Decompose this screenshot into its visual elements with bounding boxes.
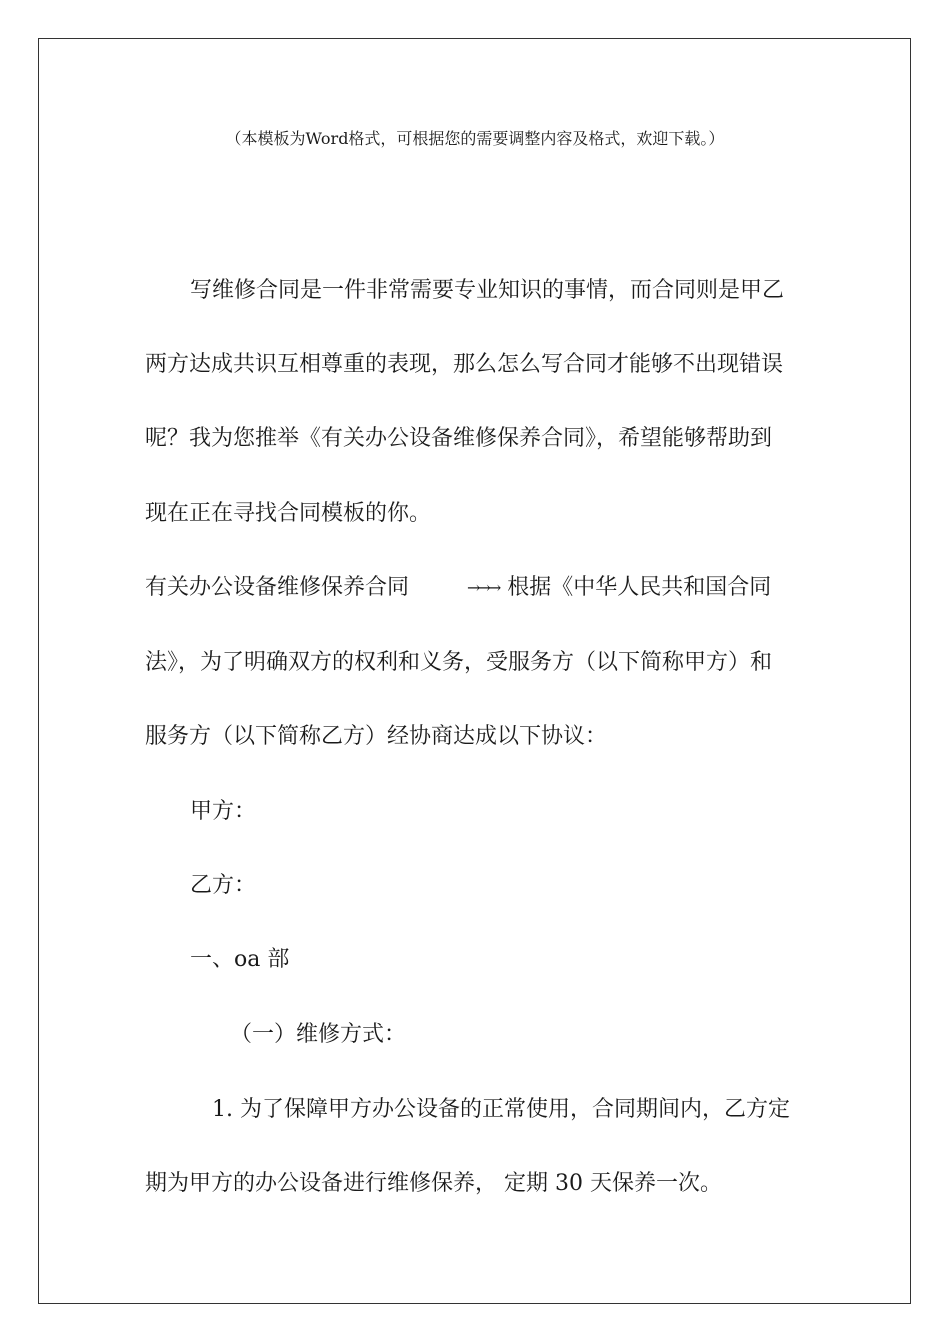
intro-line-2: 两方达成共识互相尊重的表现，那么怎么写合同才能够不出现错误 bbox=[145, 352, 784, 377]
contract-line-1: 根据《中华人民共和国合同 bbox=[507, 575, 772, 600]
contract-line-3: 服务方（以下简称乙方）经协商达成以下协议： bbox=[145, 724, 608, 749]
contract-line-2: 法》，为了明确双方的权利和义务，受服务方（以下简称甲方）和 bbox=[145, 650, 773, 675]
section-heading: 一、oa 部 bbox=[190, 947, 290, 972]
subsection-heading: （一）维修方式： bbox=[230, 1022, 407, 1047]
intro-line-4: 现在正在寻找合同模板的你。 bbox=[145, 501, 432, 526]
template-note: （本模板为Word格式，可根据您的需要调整内容及格式，欢迎下载。） bbox=[225, 129, 725, 148]
contract-title-line bbox=[145, 574, 771, 602]
contract-title: 有关办公设备维修保养合同 bbox=[145, 575, 410, 600]
intro-line-3: 呢？我为您推举《有关办公设备维修保养合同》，希望能够帮助到 bbox=[145, 426, 773, 451]
party-b-label: 乙方： bbox=[190, 873, 257, 898]
clause-line-1: 1. 为了保障甲方办公设备的正常使用，合同期间内，乙方定 bbox=[212, 1097, 790, 1122]
arrow-glyphs: →→→ bbox=[467, 578, 499, 597]
clause-line-2: 期为甲方的办公设备进行维修保养， 定期 30 天保养一次。 bbox=[145, 1171, 722, 1196]
party-a-label: 甲方： bbox=[190, 799, 257, 824]
intro-line-1: 写维修合同是一件非常需要专业知识的事情，而合同则是甲乙 bbox=[190, 278, 785, 303]
